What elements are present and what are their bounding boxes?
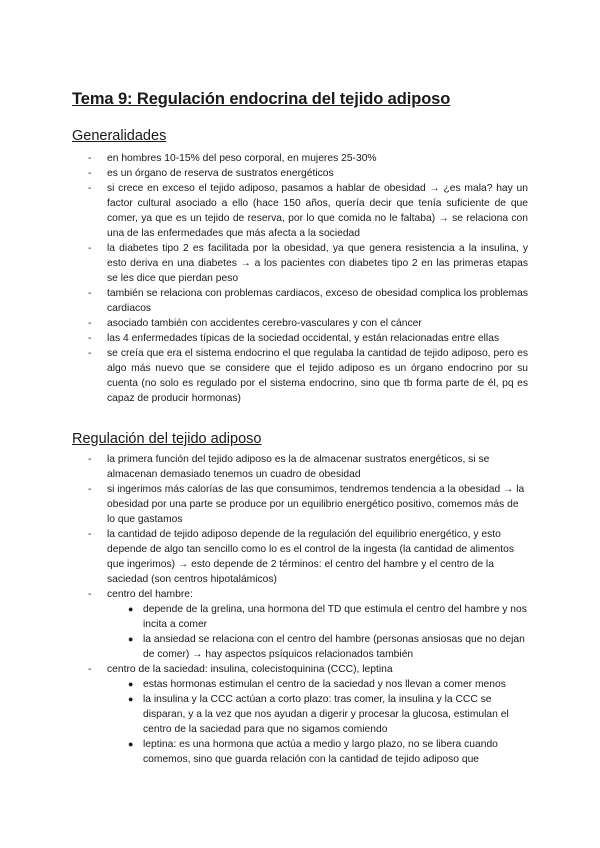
section-heading-generalidades: Generalidades (72, 128, 167, 144)
list-item: - si ingerimos más calorías de las que consumimos, tendremos tendencia a la obesidad → la obesidad por una parte se produce por un equilibrio energético positivo, comemos más de lo que gastamos (88, 484, 525, 525)
list-item: - si crece en exceso el tejido adiposo, pasamos a hablar de obesidad → ¿es mala? hay un factor cultural asociado a ello (hace 150 años, quería decir que tenía suficiente de que comer, ya que es un tejido de reserva, por lo que comida no le faltaba) → se relaciona con una de las enfermedades que más afecta a la sociedad (88, 183, 528, 239)
list-item: - también se relaciona con problemas cardiacos, exceso de obesidad complica los problemas cardiacos (88, 288, 528, 314)
hambre-sublist (107, 602, 528, 662)
sub-list-item: ● leptina: es una hormona que actúa a medio y largo plazo, no se libera cuando comemos, sino que guarda relación con la cantidad de tejido adiposo que (128, 739, 498, 765)
sub-list-item: ● estas hormonas estimulan el centro de la saciedad y nos llevan a comer menos (128, 679, 506, 690)
list-item: - centro del hambre: ● depende de la grelina, una hormona del TD que estimula el centro del hambre y nos incita a comer ● la ansiedad se relaciona con el centro del hambre (personas ansiosas que no dejan de comer) → hay aspectos psíquicos relacionados también (88, 589, 527, 660)
list-item: - se creía que era el sistema endocrino el que regulaba la cantidad de tejido adiposo, pero es algo más nuevo que se considere que el tejido adiposo es un órgano endocrino por su cuenta (no solo es regulado por el sistema endocrino, sino que tb forma parte de él, pq es capaz de producir hormonas) (88, 348, 528, 404)
list-item: - en hombres 10-15% del peso corporal, en mujeres 25-30% (88, 153, 377, 164)
bullet-icon: ● (128, 739, 134, 749)
regulacion-list (88, 452, 528, 767)
bullet-icon: ● (128, 679, 134, 689)
bullet-icon: ● (128, 604, 134, 614)
bullet-icon: ● (128, 694, 134, 704)
list-item: - es un órgano de reserva de sustratos energéticos (88, 168, 334, 179)
sub-list-item: ● depende de la grelina, una hormona del TD que estimula el centro del hambre y nos incita a comer (128, 604, 527, 630)
section-heading-regulacion: Regulación del tejido adiposo (72, 431, 262, 447)
list-item: - la cantidad de tejido adiposo depende de la regulación del equilibrio energético, y esto depende de algo tan sencillo como lo es el control de la ingesta (la cantidad de alimentos que ingerimos) → esto depende de 2 términos: el centro del hambre y el centro de la saciedad (son centros hipotalámicos) (88, 529, 514, 585)
list-item: - centro de la saciedad: insulina, colecistoquinina (CCC), leptina ● estas hormonas estimulan el centro de la saciedad y nos llevan a comer menos ● la insulina y la CCC actúan a corto plazo: tras comer, la insulina y la CCC se disparan, y a la vez que nos ayudan a digerir y procesar la glucosa, estimulan el centro de la saciedad para que no sigamos comiendo ● leptina: es una hormona que actúa a medio y largo plazo, no se libera cuando comemos, sino que guarda relación con la cantidad de tejido adiposo que (88, 662, 528, 767)
generalidades-list (88, 151, 528, 406)
list-item: - la primera función del tejido adiposo es la de almacenar sustratos energéticos, si se almacenan demasiado tenemos un cuadro de obesidad (88, 454, 490, 480)
list-item: - asociado también con accidentes cerebro-vasculares y con el cáncer (88, 318, 422, 329)
bullet-icon: ● (128, 634, 134, 644)
sub-list-item: ● la ansiedad se relaciona con el centro del hambre (personas ansiosas que no dejan de comer) → hay aspectos psíquicos relacionados también (128, 634, 525, 660)
page-title: Tema 9: Regulación endocrina del tejido adiposo (72, 90, 451, 108)
saciedad-sublist (107, 677, 528, 767)
list-item: - la diabetes tipo 2 es facilitada por la obesidad, ya que genera resistencia a la insulina, y esto deriva en una diabetes → a los pacientes con diabetes tipo 2 en las primeras etapas se les dice que pierdan peso (88, 243, 528, 284)
sub-list-item: ● la insulina y la CCC actúan a corto plazo: tras comer, la insulina y la CCC se disparan, y a la vez que nos ayudan a digerir y procesar la glucosa, estimulan el centro de la saciedad para que no sigamos comiendo (128, 694, 509, 735)
list-item: - las 4 enfermedades típicas de la sociedad occidental, y están relacionadas entre ellas (88, 333, 500, 344)
